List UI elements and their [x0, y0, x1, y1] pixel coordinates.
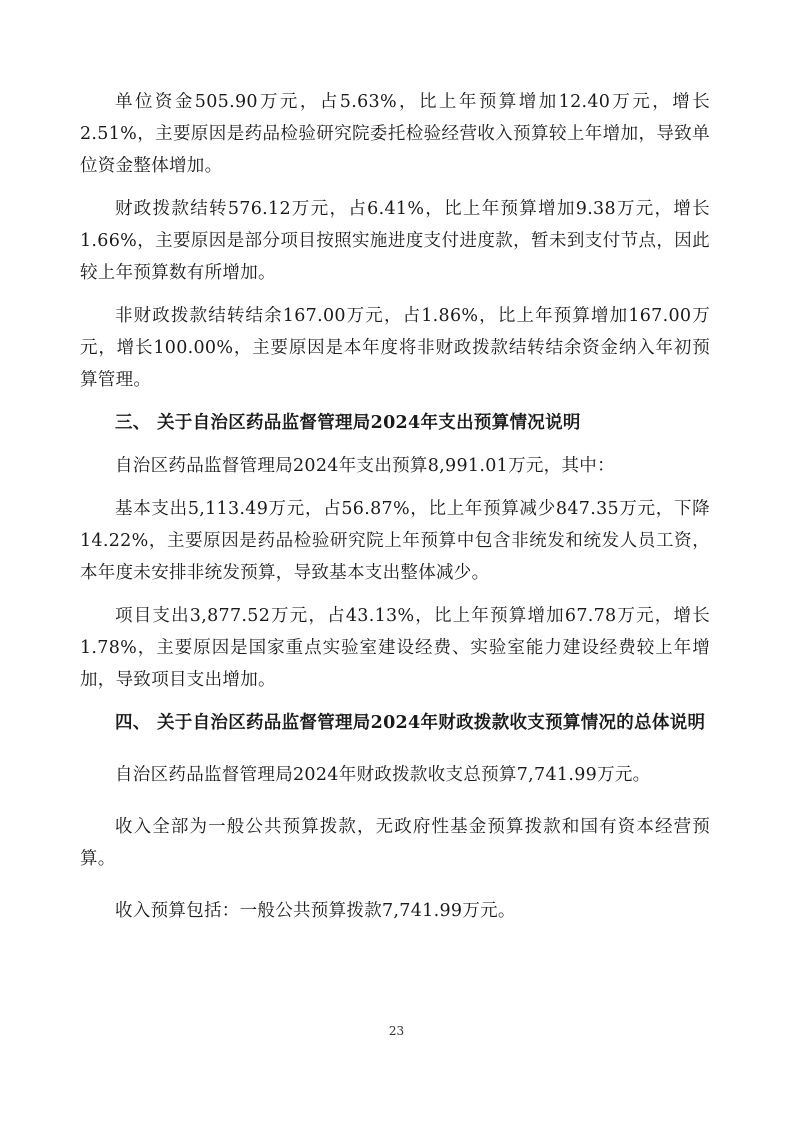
section-heading-4: 四、 关于自治区药品监督管理局2024年财政拨款收支预算情况的总体说明 — [115, 713, 706, 733]
paragraph-expenditure-total: 自治区药品监督管理局2024年支出预算8,991.01万元，其中： — [115, 456, 615, 476]
paragraph-unit-funds: 单位资金505.90万元，占5.63%，比上年预算增加12.40万元，增长2.51%，主要原因是药品检验研究院委托检验经营收入预算较上年增加，导致单位资金整体增加。 — [80, 92, 710, 176]
page-body — [80, 86, 710, 927]
paragraph-project-expenditure: 项目支出3,877.52万元，占43.13%，比上年预算增加67.78万元，增长1.78%，主要原因是国家重点实验室建设经费、实验室能力建设经费较上年增加，导致项目支出增加。 — [80, 606, 710, 690]
paragraph-income-composition: 收入全部为一般公共预算拨款，无政府性基金预算拨款和国有资本经营预算。 — [80, 817, 710, 869]
paragraph-income-budget: 收入预算包括：一般公共预算拨款7,741.99万元。 — [115, 901, 516, 921]
page-number: 23 — [388, 1024, 405, 1038]
section-heading-3: 三、 关于自治区药品监督管理局2024年支出预算情况说明 — [115, 413, 581, 433]
paragraph-basic-expenditure: 基本支出5,113.49万元，占56.87%，比上年预算减少847.35万元，下降14.22%，主要原因是药品检验研究院上年预算中包含非统发和统发人员工资，本年度未安排非统发预算，导致基本支出整体减少。 — [80, 499, 710, 583]
paragraph-fiscal-carryover: 财政拨款结转576.12万元，占6.41%，比上年预算增加9.38万元，增长1.66%，主要原因是部分项目按照实施进度支付进度款，暂未到支付节点，因此较上年预算数有所增加。 — [80, 199, 710, 283]
paragraph-nonfiscal-carryover: 非财政拨款结转结余167.00万元，占1.86%，比上年预算增加167.00万元，增长100.00%，主要原因是本年度将非财政拨款结转结余资金纳入年初预算管理。 — [80, 306, 710, 390]
paragraph-fiscal-total: 自治区药品监督管理局2024年财政拨款收支总预算7,741.99万元。 — [115, 765, 651, 785]
